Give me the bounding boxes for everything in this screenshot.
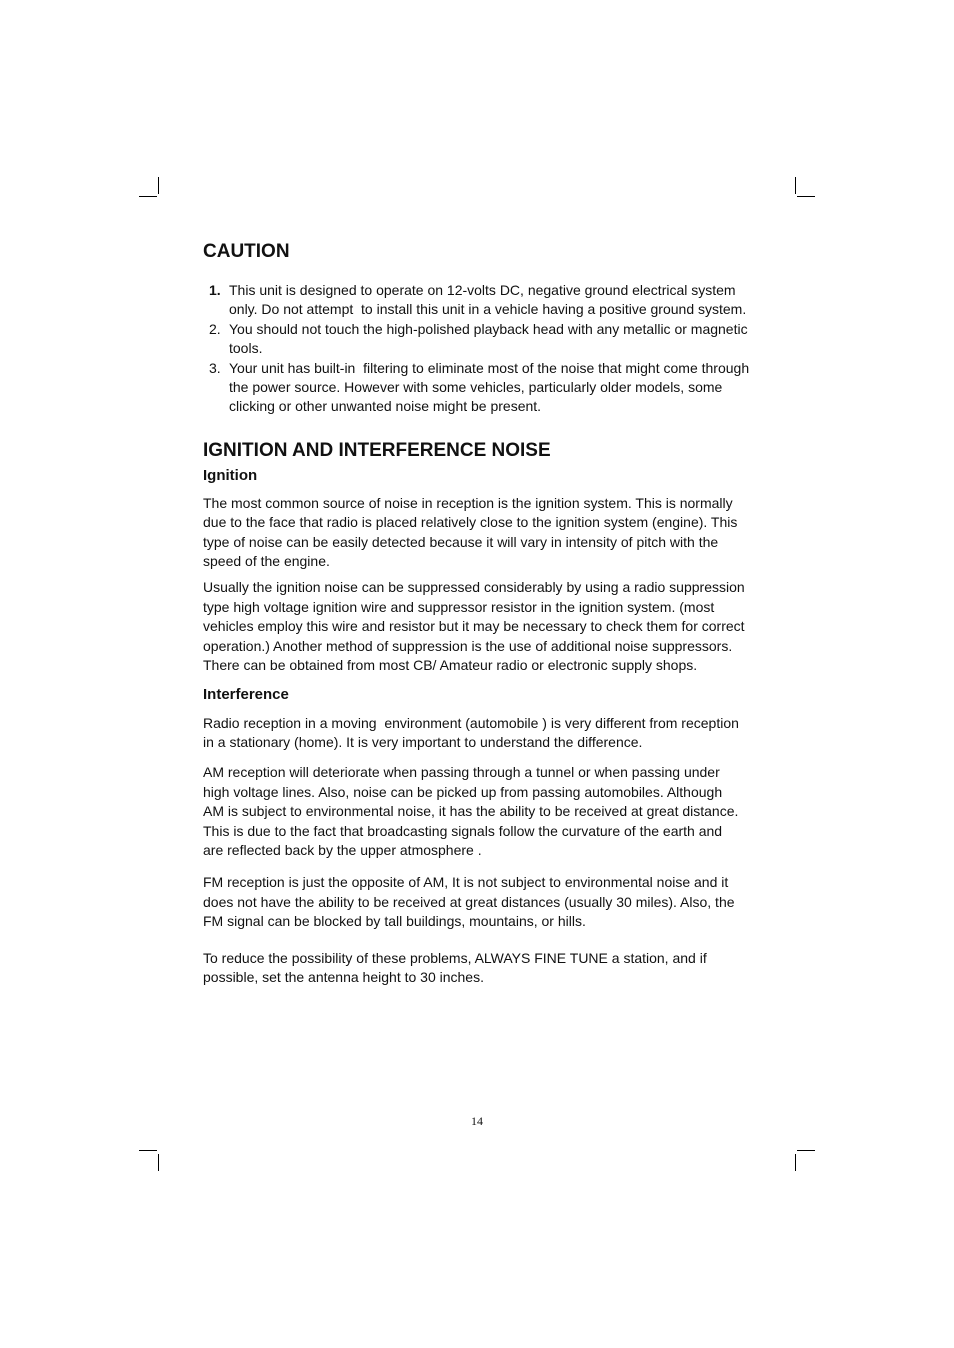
interference-paragraph: AM reception will deteriorate when passing through a tunnel or when passing under high voltage lines. Also, noise can be picked up from passing automobiles. Although AM is subject to environmental noise, it has the ability to be received at great distance. This is due to the fact that broadcasting signals follow the curvature of the earth and are reflected back by the upper atmosphere . <box>203 764 739 858</box>
interference-heading: Interference <box>203 685 289 703</box>
ignition-paragraph: The most common source of noise in reception is the ignition system. This is normally due to the face that radio is placed relatively close to the ignition system (engine). This type of noise can be easily detected because it will vary in intensity of pitch with the speed of the engine. <box>203 494 738 570</box>
caution-item-text: This unit is designed to operate on 12-volts DC, negative ground electrical system only. Do not attempt to install this unit in a vehicle having a positive ground system. <box>229 282 747 318</box>
ignition-heading: Ignition <box>203 466 258 484</box>
caution-item <box>203 359 769 417</box>
crop-mark-bottom-left-horizontal <box>139 1150 157 1151</box>
caution-item-text: Your unit has built-in filtering to eliminate most of the noise that might come through the power source. However with some vehicles, particularly older models, some clicking or other unwanted noise might be present. <box>229 359 750 415</box>
crop-mark-bottom-left-vertical <box>158 1154 159 1171</box>
crop-mark-top-left-horizontal <box>139 196 157 197</box>
noise-heading: IGNITION AND INTERFERENCE NOISE <box>203 439 551 461</box>
caution-item-number: 2. <box>209 320 221 337</box>
crop-mark-top-left-vertical <box>158 177 159 194</box>
caution-item-text: You should not touch the high-polished playback head with any metallic or magnetic tools. <box>229 320 748 357</box>
caution-item <box>203 281 769 320</box>
caution-heading: CAUTION <box>203 241 290 262</box>
interference-paragraph: Radio reception in a moving environment (automobile ) is very different from reception in a stationary (home). It is very important to understand the difference. <box>203 714 739 750</box>
caution-item <box>203 320 769 359</box>
caution-list <box>203 281 769 417</box>
page-number: 14 <box>471 1114 483 1128</box>
caution-item-number: 3. <box>209 359 221 376</box>
caution-item-number: 1. <box>209 282 221 298</box>
crop-mark-bottom-right-vertical <box>795 1154 796 1171</box>
crop-mark-top-right-vertical <box>795 177 796 194</box>
ignition-paragraph: Usually the ignition noise can be suppressed considerably by using a radio suppression type high voltage ignition wire and suppressor resistor in the ignition system. (most vehicles employ this wire and resistor but it may be necessary to check them for correct operation.) Another method of suppression is the use of additional noise suppressors. There can be obtained from most CB/ Amateur radio or electronic supply shops. <box>203 579 745 674</box>
crop-mark-top-right-horizontal <box>797 196 815 197</box>
crop-mark-bottom-right-horizontal <box>797 1150 815 1151</box>
interference-paragraph: To reduce the possibility of these problems, ALWAYS FINE TUNE a station, and if possible, set the antenna height to 30 inches. <box>203 949 707 985</box>
interference-paragraph: FM reception is just the opposite of AM, It is not subject to environmental noise and it does not have the ability to be received at great distances (usually 30 miles). Also, the FM signal can be blocked by tall buildings, mountains, or hills. <box>203 874 735 930</box>
page-content <box>203 240 769 987</box>
